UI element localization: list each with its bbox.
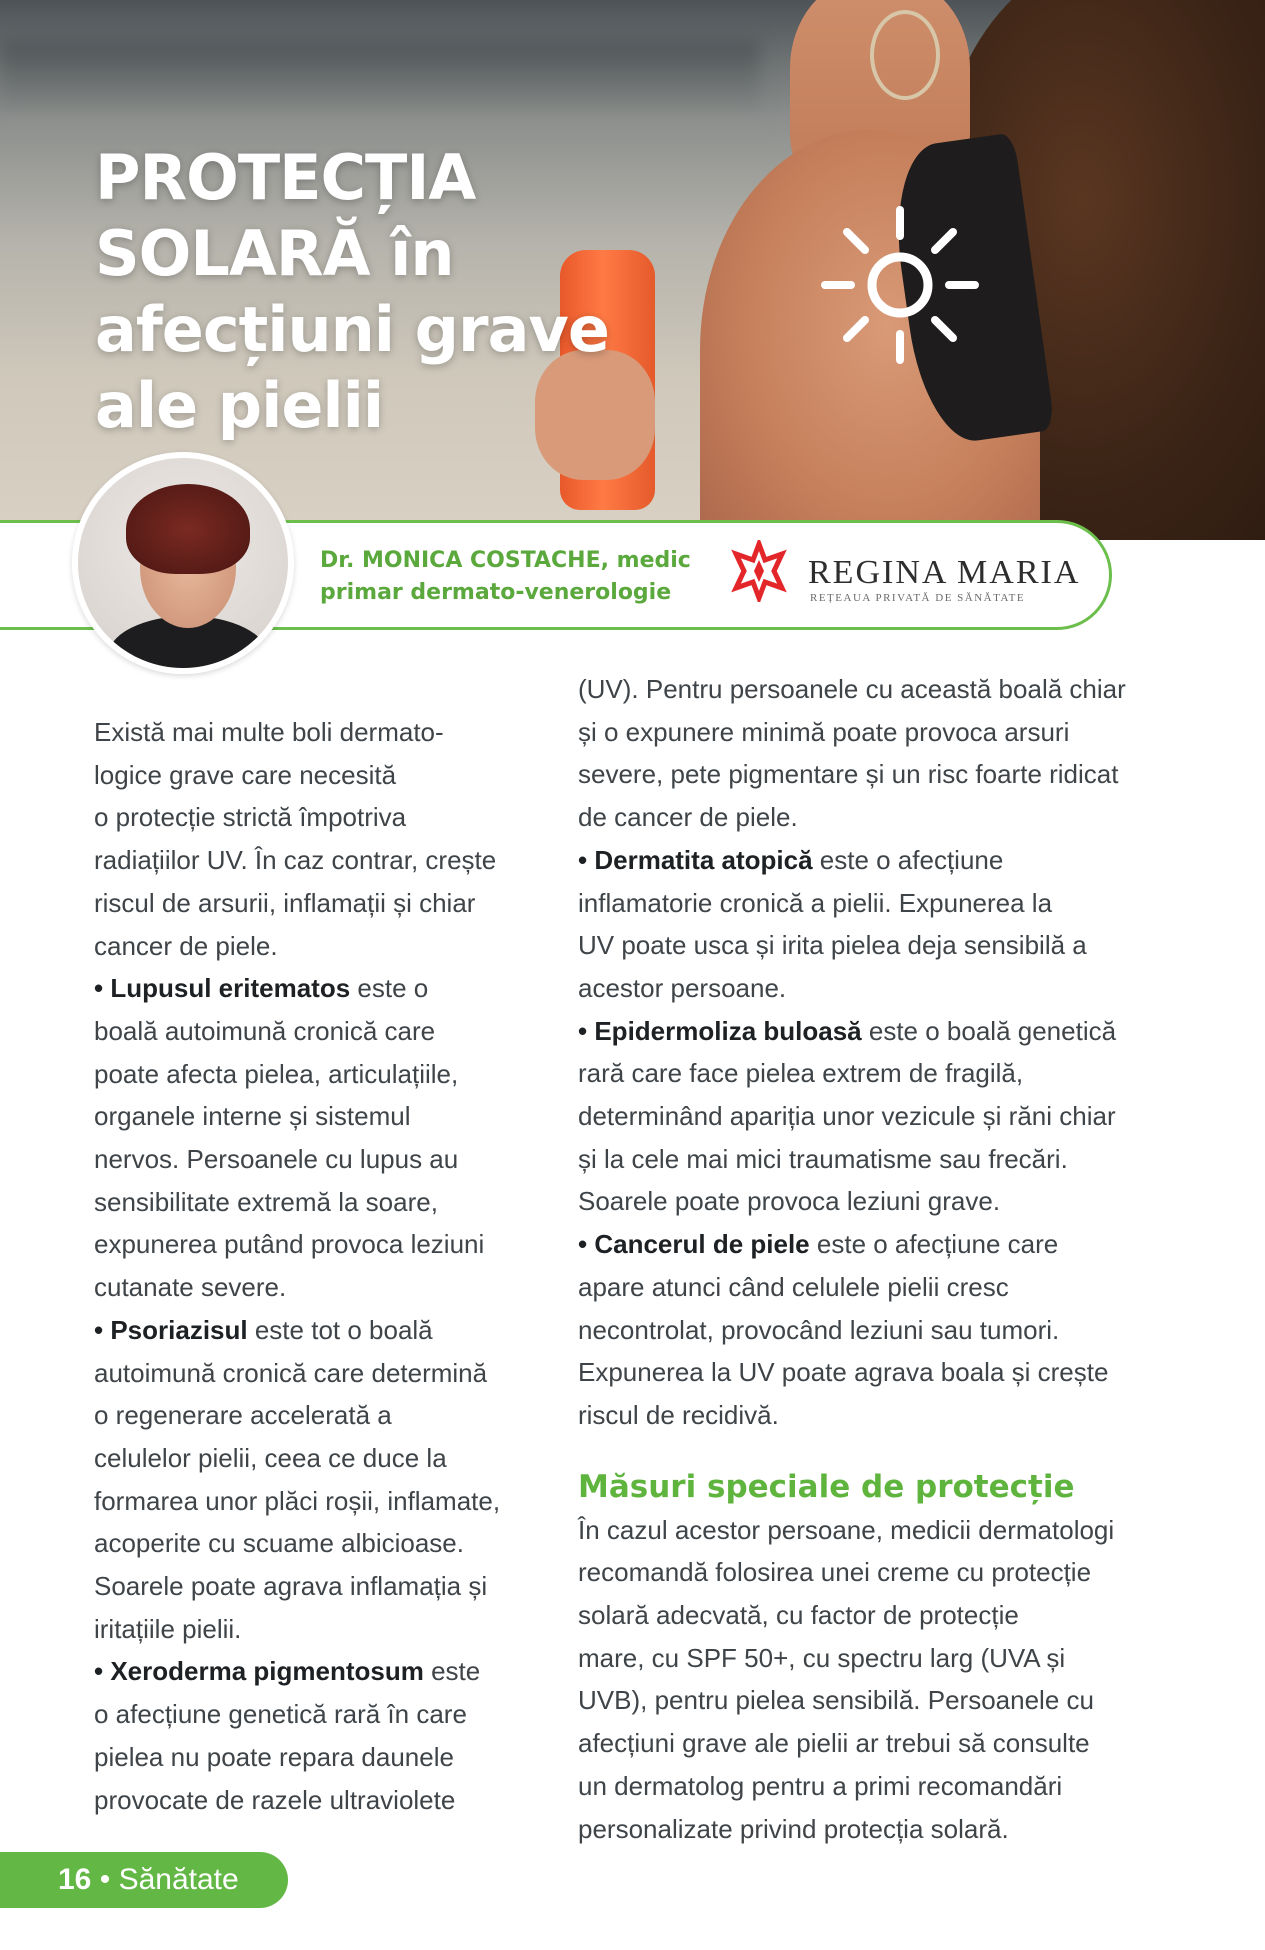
text-line: o regenerare accelerată a	[94, 1400, 392, 1431]
text-fragment: este	[423, 1656, 481, 1687]
title-line: PROTECȚIA	[95, 141, 476, 214]
bullet: •	[94, 1314, 104, 1345]
psoriasis-paragraph	[94, 1309, 554, 1651]
text-line: determinând apariția unor vezicule și răni chiar	[578, 1101, 1116, 1132]
portrait-hair	[126, 484, 250, 574]
text-line: iritațiile pielii.	[94, 1613, 242, 1644]
article-title	[95, 140, 655, 444]
text-line: organele interne și sistemul	[94, 1101, 411, 1132]
epidermolysis-paragraph	[578, 1010, 1198, 1224]
text-line: radiațiilor UV. În caz contrar, crește	[94, 845, 497, 876]
hoop-earring	[870, 10, 940, 100]
text-line: Există mai multe boli dermato-	[94, 717, 444, 747]
logo-name: REGINA MARIA	[808, 554, 1081, 591]
term-psoriasis: Psoriazisul	[110, 1314, 248, 1345]
text-line: Soarele poate provoca leziuni grave.	[578, 1186, 1001, 1217]
text-line: poate afecta pielea, articulațiile,	[94, 1058, 459, 1089]
section-name: Sănătate	[118, 1863, 239, 1896]
text-line	[578, 839, 1198, 882]
text-line	[94, 967, 554, 1010]
text-line: solară adecvată, cu factor de protecție	[578, 1600, 1019, 1631]
text-line: În cazul acestor persoane, medicii dermatologi	[578, 1514, 1115, 1545]
text-line: apare atunci când celulele pielii cresc	[578, 1271, 1009, 1302]
text-line: o afecțiune genetică rară în care	[94, 1699, 467, 1730]
measures-paragraph	[578, 1509, 1198, 1851]
text-line: acestor persoane.	[578, 972, 787, 1003]
regina-maria-cross-icon	[728, 540, 790, 602]
text-line: cancer de piele.	[94, 930, 278, 961]
text-line: o protecție strictă împotriva	[94, 802, 407, 833]
text-line: (UV). Pentru persoanele cu această boală chiar	[578, 674, 1126, 704]
text-line: sensibilitate extremă la soare,	[94, 1186, 438, 1217]
term-xeroderma: Xeroderma pigmentosum	[110, 1656, 424, 1687]
bullet: •	[578, 844, 588, 875]
text-line: riscul de arsurii, inflamații și chiar	[94, 887, 476, 918]
text-line: formarea unor plăci roșii, inflamate,	[94, 1485, 501, 1516]
bullet: •	[94, 1656, 104, 1687]
term-cancer: Cancerul de piele	[594, 1229, 810, 1260]
title-line: afecțiuni grave	[95, 293, 609, 366]
author-credit	[320, 545, 720, 609]
text-line: personalizate privind protecția solară.	[578, 1813, 1009, 1844]
footer-separator: •	[91, 1863, 119, 1896]
cancer-paragraph	[578, 1223, 1198, 1437]
term-atopic: Dermatita atopică	[594, 844, 813, 875]
text-line: autoimună cronică care determină	[94, 1357, 488, 1388]
section-subheading: Măsuri speciale de protecție	[578, 1468, 1075, 1505]
text-line: riscul de recidivă.	[578, 1399, 779, 1430]
text-line: logice grave care necesită	[94, 759, 397, 790]
text-fragment: este o afecțiune	[812, 844, 1004, 875]
bullet: •	[94, 973, 104, 1004]
text-line: inflamatorie cronică a pielii. Expunerea la	[578, 887, 1053, 918]
text-line	[94, 1309, 554, 1352]
text-line: necontrolat, provocând leziuni sau tumori.	[578, 1314, 1060, 1345]
xeroderma-continued	[578, 668, 1198, 839]
text-line: și o expunere minimă poate provoca arsuri	[578, 716, 1070, 747]
left-column	[94, 711, 554, 1821]
title-line: ale pielii	[95, 369, 384, 442]
lupus-paragraph	[94, 967, 554, 1309]
text-line	[578, 1223, 1198, 1266]
text-line: afecțiuni grave ale pielii ar trebui să consulte	[578, 1728, 1090, 1759]
text-fragment: este o boală genetică	[861, 1015, 1117, 1046]
page-footer-tab	[0, 1852, 288, 1908]
text-line	[578, 1010, 1198, 1053]
sunscreen-sun-drawing-icon	[815, 200, 985, 370]
text-line: cutanate severe.	[94, 1272, 287, 1303]
text-line: și la cele mai mici traumatisme sau frecări.	[578, 1143, 1068, 1174]
text-line	[94, 1650, 554, 1693]
title-line: SOLARĂ în	[95, 217, 454, 290]
text-line: de cancer de piele.	[578, 802, 798, 833]
page-number: 16	[58, 1863, 92, 1896]
logo-tagline: REȚEAUA PRIVATĂ DE SĂNĂTATE	[810, 592, 1026, 604]
text-line: provocate de razele ultraviolete	[94, 1784, 456, 1815]
term-epidermolysis: Epidermoliza buloasă	[594, 1015, 862, 1046]
bullet: •	[578, 1015, 588, 1046]
author-role-1: medic	[608, 548, 691, 573]
text-fragment: este o	[350, 973, 429, 1004]
text-line: recomandă folosirea unei creme cu protecție	[578, 1557, 1092, 1588]
text-line: Expunerea la UV poate agrava boala și crește	[578, 1357, 1109, 1388]
text-line: UVB), pentru pielea sensibilă. Persoanele cu	[578, 1685, 1094, 1716]
text-line: expunerea putând provoca leziuni	[94, 1229, 485, 1260]
text-line: UV poate usca și irita pielea deja sensibilă a	[578, 930, 1087, 961]
text-line: rară care face pielea extrem de fragilă,	[578, 1058, 1024, 1089]
right-column	[578, 668, 1198, 1850]
sea-background	[0, 40, 760, 130]
bullet: •	[578, 1229, 588, 1260]
text-line: acoperite cu scuame albicioase.	[94, 1528, 464, 1559]
xeroderma-paragraph	[94, 1650, 554, 1821]
text-line: celulelor pielii, ceea ce duce la	[94, 1442, 447, 1473]
text-fragment: este tot o boală	[247, 1314, 433, 1345]
author-name: Dr. MONICA COSTACHE,	[320, 548, 609, 573]
text-line: nervos. Persoanele cu lupus au	[94, 1144, 459, 1175]
text-fragment: este o afecțiune care	[809, 1229, 1059, 1260]
text-line: pielea nu poate repara daunele	[94, 1741, 454, 1772]
text-line: Soarele poate agrava inflamația și	[94, 1571, 488, 1602]
text-line: mare, cu SPF 50+, cu spectru larg (UVA și	[578, 1642, 1066, 1673]
intro-paragraph	[94, 711, 554, 967]
term-lupus: Lupusul eritematos	[110, 973, 351, 1004]
atopic-paragraph	[578, 839, 1198, 1010]
text-line: severe, pete pigmentare și un risc foarte ridicat	[578, 759, 1119, 790]
author-portrait	[72, 452, 294, 674]
regina-maria-logo	[728, 540, 1081, 610]
text-line: boală autoimună cronică care	[94, 1015, 436, 1046]
text-line: un dermatolog pentru a primi recomandări	[578, 1770, 1063, 1801]
author-role-2: primar dermato-venerologie	[320, 580, 672, 605]
